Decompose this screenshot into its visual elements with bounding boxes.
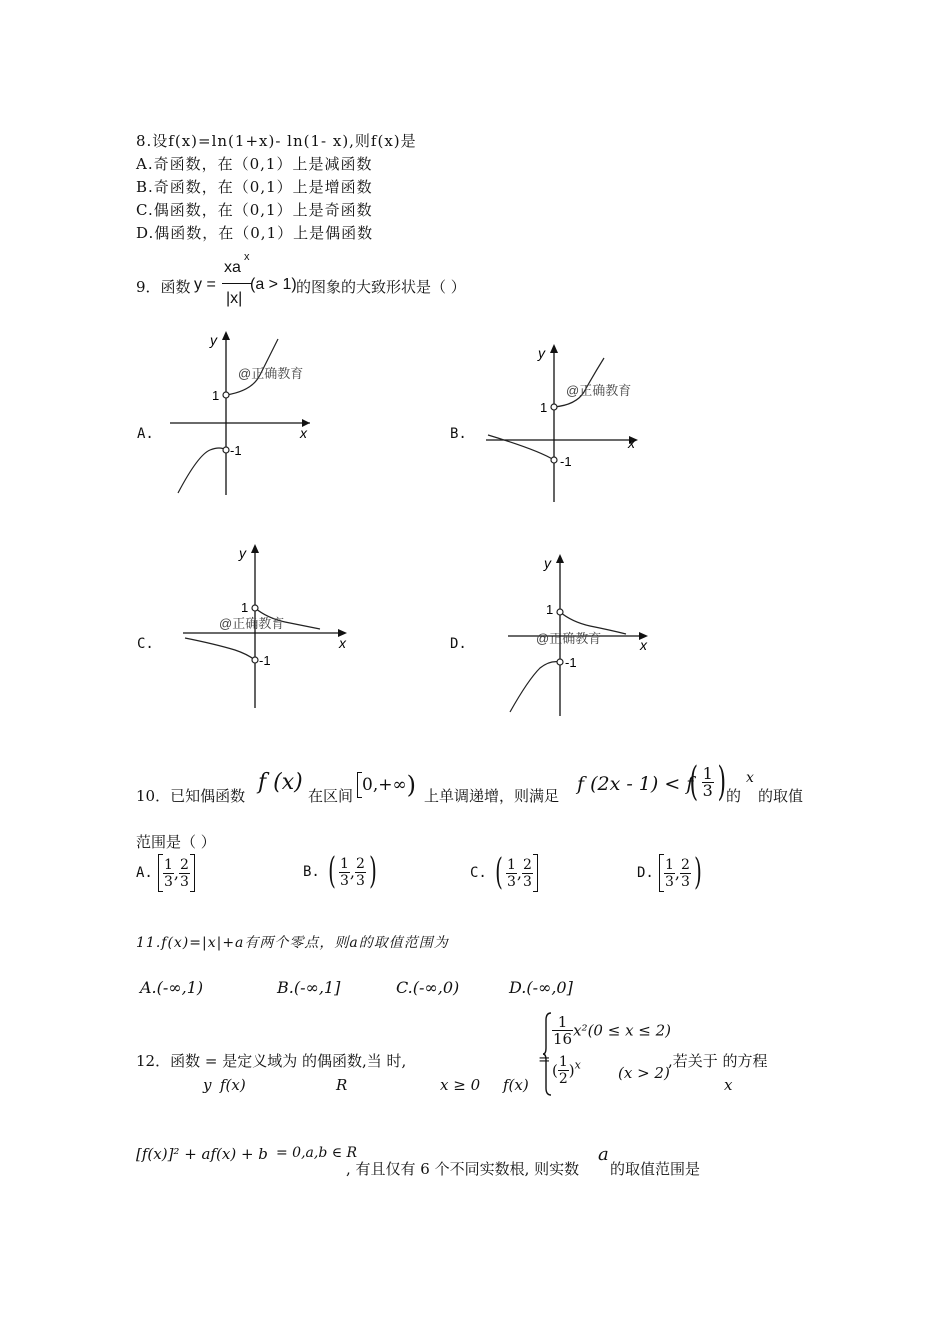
q8-option-c: C.偶函数，在（0,1）上是奇函数 xyxy=(136,201,373,219)
q8-stem: 8.设f(x)=ln(1+x)- ln(1- x),则f(x)是 xyxy=(136,132,417,150)
q12-case2-cond: (x > 2) xyxy=(618,1064,670,1082)
q10-frac xyxy=(702,763,714,800)
q9-exp: x xyxy=(244,251,250,263)
case2-exp: x xyxy=(574,1058,581,1072)
paren-right: ) xyxy=(406,771,416,799)
paren-left: ( xyxy=(689,759,699,805)
watermark: @正确教育 xyxy=(566,383,632,398)
open-point-1 xyxy=(252,605,258,611)
q10-t2: 在区间 xyxy=(308,787,354,805)
q10-t3: 上单调递增，则满足 xyxy=(424,787,560,805)
numerator: 1 xyxy=(702,763,713,783)
open-point-1 xyxy=(551,404,557,410)
left-branch xyxy=(510,662,560,712)
x-label: x xyxy=(300,425,307,441)
q9-suffix: 的图象的大致形状是（ ） xyxy=(296,278,466,296)
frac-2: $\frac{2}{3}$ xyxy=(523,856,532,890)
q11-option-c: C.(-∞,0) xyxy=(396,978,460,997)
paren-left: ( xyxy=(495,852,503,893)
q12-piecewise-brace-icon xyxy=(542,1012,552,1096)
frac-1: $\frac{1}{3}$ xyxy=(163,856,173,890)
q9-denominator: |x| xyxy=(226,290,243,307)
q10-option-d: D. $\frac{1}{3}$ , $\frac{2}{3}$ ) xyxy=(637,852,702,893)
paren-right: ) xyxy=(694,852,702,893)
neg-one-label: -1 xyxy=(565,655,577,670)
left-branch xyxy=(185,638,255,660)
frac-2: $\frac{2}{3}$ xyxy=(179,856,189,890)
q12-case2: ( $\frac{1}{2}$ )$^x$ xyxy=(552,1054,581,1087)
case1-expr: x²(0 ≤ x ≤ 2) xyxy=(573,1021,672,1040)
neg-one-label: -1 xyxy=(230,443,242,458)
q10-frac-group xyxy=(686,759,729,805)
q10-fx: f (x) xyxy=(258,770,303,795)
x-label: x xyxy=(640,637,647,653)
q12-xge: x ≥ 0 xyxy=(440,1076,481,1094)
q12-R: R xyxy=(336,1076,348,1094)
one-label: 1 xyxy=(540,400,548,415)
open-point-1 xyxy=(557,609,563,615)
watermark: @正确教育 xyxy=(536,631,602,646)
frac-2: $\frac{2}{3}$ xyxy=(356,855,365,889)
left-branch xyxy=(178,448,226,493)
q9-graph-a-label: A. xyxy=(137,426,154,442)
q9-graph-a xyxy=(160,325,320,500)
q9-fraction-bar xyxy=(222,283,252,284)
frac-2: $\frac{2}{3}$ xyxy=(680,856,690,890)
y-label: y xyxy=(210,332,217,348)
left-branch xyxy=(488,435,554,460)
q12-fx: f(x) xyxy=(220,1076,246,1094)
paren-right: ) xyxy=(717,759,726,805)
neg-one-label: -1 xyxy=(259,653,271,668)
x-label: x xyxy=(339,635,346,651)
frac-1: $\frac{1}{3}$ xyxy=(340,855,349,889)
q9-graph-d xyxy=(500,550,660,720)
y-arrow-icon xyxy=(251,544,259,553)
one-label: 1 xyxy=(546,602,554,617)
watermark: @正确教育 xyxy=(238,366,304,381)
q9-graph-c-label: C. xyxy=(137,636,154,652)
q12-line2d: 的取值范围是 xyxy=(610,1160,701,1178)
open-point-neg1 xyxy=(551,457,557,463)
open-point-neg1 xyxy=(252,657,258,663)
q12-t1: 12．函数 = 是定义域为 的偶函数,当 时, xyxy=(136,1052,407,1070)
q8-option-b: B.奇函数，在（0,1）上是增函数 xyxy=(136,178,373,196)
case1-frac: $\frac{1}{16}$ xyxy=(553,1013,573,1048)
q10-line2: 范围是（ ） xyxy=(136,833,216,851)
q10-interval xyxy=(357,771,416,799)
frac-1: $\frac{1}{3}$ xyxy=(507,856,516,890)
frac-1: $\frac{1}{3}$ xyxy=(664,856,674,890)
q10-ineq: f (2x - 1) < f xyxy=(577,773,694,795)
option-label: A. xyxy=(136,865,153,881)
q12-xvar: x xyxy=(724,1076,733,1094)
option-label: B. xyxy=(303,864,320,880)
q11-option-d: D.(-∞,0] xyxy=(509,978,573,997)
q11-option-a: A.(-∞,1) xyxy=(140,978,204,997)
neg-one-label: -1 xyxy=(560,454,572,469)
q9-graph-c xyxy=(175,540,355,710)
q8-option-a: A.奇函数，在（0,1）上是减函数 xyxy=(136,155,373,173)
x-label: x xyxy=(628,435,635,451)
denominator: 3 xyxy=(702,780,713,800)
q9-graph-d-label: D. xyxy=(450,636,467,652)
y-label: y xyxy=(538,345,545,361)
watermark: @正确教育 xyxy=(219,616,285,631)
q10-option-b: B. ( $\frac{1}{3}$ , $\frac{2}{3}$ ) xyxy=(303,851,377,892)
q10-interval-text: 0,+∞ xyxy=(362,775,407,795)
q12-line2b: = 0,a,b ∈ R xyxy=(276,1145,358,1161)
q10-t5: 的取值 xyxy=(758,787,804,805)
bracket-right xyxy=(190,854,195,892)
case2-frac: $\frac{1}{2}$ xyxy=(558,1054,568,1087)
one-label: 1 xyxy=(241,600,249,615)
paren-left: ( xyxy=(328,851,336,892)
q11-stem: 11.f(x)=|x|+a有两个零点，则a的取值范围为 xyxy=(136,935,449,951)
q10-option-c: C. ( $\frac{1}{3}$ , $\frac{2}{3}$ xyxy=(470,854,538,892)
paren-right: ) xyxy=(369,851,377,892)
y-arrow-icon xyxy=(556,554,564,563)
q12-t2: ,若关于 的方程 xyxy=(668,1052,768,1070)
q9-graph-b xyxy=(478,340,648,505)
y-label: y xyxy=(544,555,551,571)
q12-eq: = xyxy=(538,1050,551,1068)
y-arrow-icon xyxy=(222,331,230,340)
q9-numerator: xa xyxy=(224,259,241,276)
q12-fx2: f(x) xyxy=(503,1076,529,1094)
y-arrow-icon xyxy=(550,344,558,353)
q11-option-b: B.(-∞,1] xyxy=(277,978,341,997)
y-label: y xyxy=(239,545,246,561)
q10-xvar: x xyxy=(746,770,754,786)
q10-t1: 10．已知偶函数 xyxy=(136,787,246,805)
open-point-neg1 xyxy=(223,447,229,453)
q12-line2c: , 有且仅有 6 个不同实数根, 则实数 xyxy=(346,1160,580,1178)
q10-option-a: A. $\frac{1}{3}$ , $\frac{2}{3}$ xyxy=(136,854,195,892)
option-label: D. xyxy=(637,865,654,881)
bracket-right xyxy=(533,854,538,892)
option-label: C. xyxy=(470,865,487,881)
q9-graph-b-label: B. xyxy=(450,426,467,442)
q9-cond: (a > 1) xyxy=(250,276,297,293)
q12-avar: a xyxy=(598,1144,609,1165)
open-point-neg1 xyxy=(557,659,563,665)
q12-line2: [f(x)]² + af(x) + b xyxy=(136,1145,268,1163)
q12-y: y xyxy=(203,1076,212,1094)
q12-case1 xyxy=(552,1014,671,1047)
q9-prefix: 9．函数 xyxy=(136,278,191,296)
q9-lhs: y = xyxy=(194,276,216,293)
q10-t4: 的 xyxy=(726,787,742,805)
q8-option-d: D.偶函数，在（0,1）上是偶函数 xyxy=(136,224,374,242)
open-point-1 xyxy=(223,392,229,398)
one-label: 1 xyxy=(212,388,220,403)
